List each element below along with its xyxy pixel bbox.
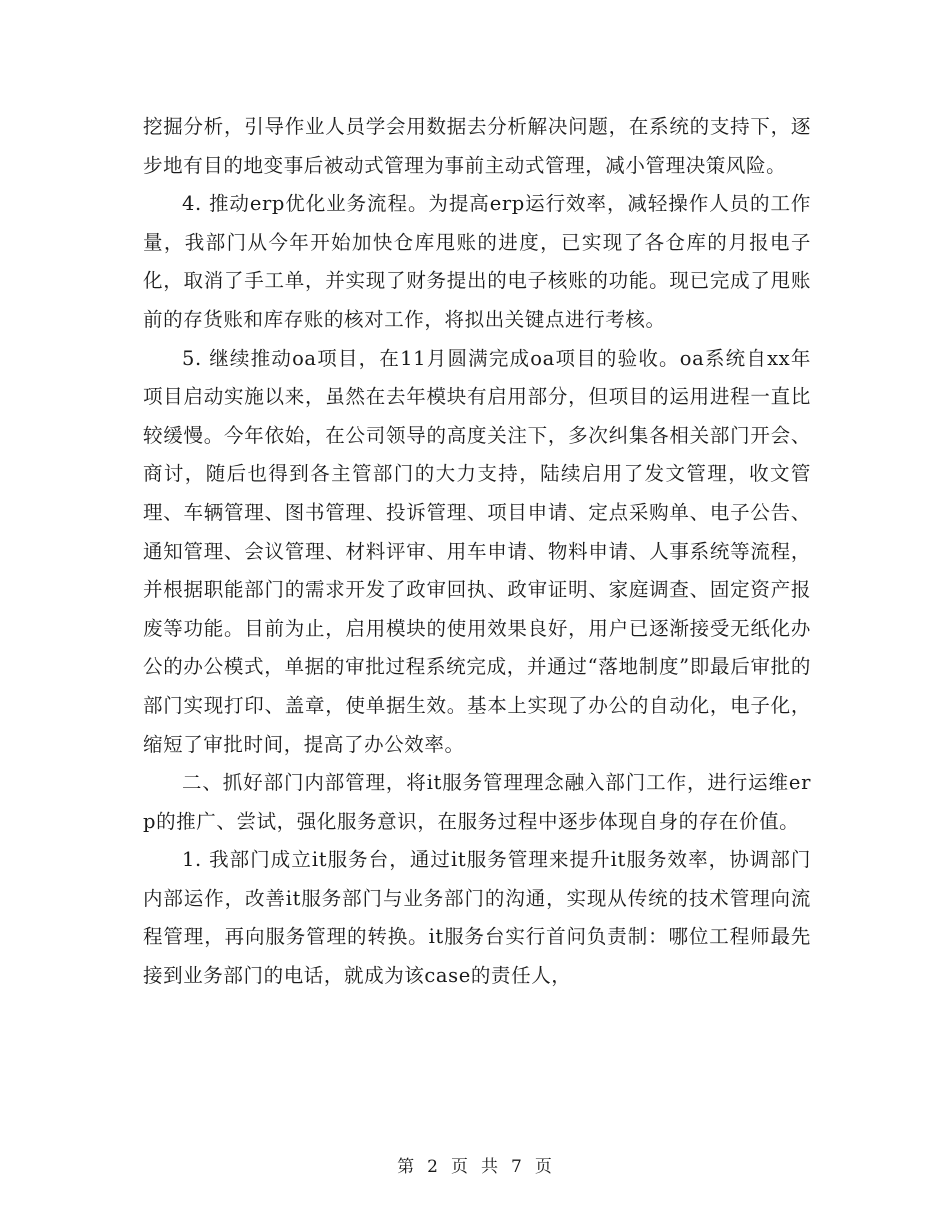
footer-label-unit-end: 页 <box>534 1157 553 1177</box>
paragraph-section-2-item-1: 1. 我部门成立it服务台，通过it服务管理来提升it服务效率，协调部门内部运作，改善it服务部门与业务部门的沟通，实现从传统的技术管理向流程管理，再向服务管理的转换。it服务台实行首问负责制：哪位工程师最先接到业务部门的电话，就成为该case的责任人， <box>143 848 811 988</box>
paragraph-continuation: 挖掘分析，引导作业人员学会用数据去分析解决问题，在系统的支持下，逐步地有目的地变事后被动式管理为事前主动式管理，减小管理决策风险。 <box>143 115 811 177</box>
footer-current-page: 2 <box>427 1157 439 1177</box>
page-body <box>143 108 811 996</box>
footer-total-pages: 7 <box>511 1157 523 1177</box>
page-footer <box>0 1152 950 1177</box>
footer-label-total: 共 <box>481 1157 499 1177</box>
paragraph-item-4: 4. 推动erp优化业务流程。为提高erp运行效率，减轻操作人员的工作量，我部门从今年开始加快仓库甩账的进度，已实现了各仓库的月报电子化，取消了手工单，并实现了财务提出的电子核账的功能。现已完成了甩账前的存货账和库存账的核对工作，将拟出关键点进行考核。 <box>143 192 811 331</box>
paragraph-item-5: 5. 继续推动oa项目，在11月圆满完成oa项目的验收。oa系统自xx年项目启动实施以来，虽然在去年模块有启用部分，但项目的运用进程一直比较缓慢。今年依始，在公司领导的高度关注下，多次纠集各相关部门开会、商讨，随后也得到各主管部门的大力支持，陆续启用了发文管理，收文管理、车辆管理、图书管理、投诉管理、项目申请、定点采购单、电子公告、通知管理、会议管理、材料评审、用车申请、物料申请、人事系统等流程，并根据职能部门的需求开发了政审回执、政审证明、家庭调查、固定资产报废等功能。目前为止，启用模块的使用效果良好，用户已逐渐接受无纸化办公的办公模式，单据的审批过程系统完成，并通过“落地制度”即最后审批的部门实现打印、盖章，使单据生效。基本上实现了办公的自动化，电子化，缩短了审批时间，提高了办公效率。 <box>143 346 811 756</box>
footer-label-page: 第 <box>397 1157 416 1177</box>
paragraph-section-2: 二、抓好部门内部管理，将it服务管理理念融入部门工作，进行运维erp的推广、尝试，强化服务意识，在服务过程中逐步体现自身的存在价值。 <box>143 771 811 833</box>
footer-label-unit: 页 <box>451 1157 469 1177</box>
